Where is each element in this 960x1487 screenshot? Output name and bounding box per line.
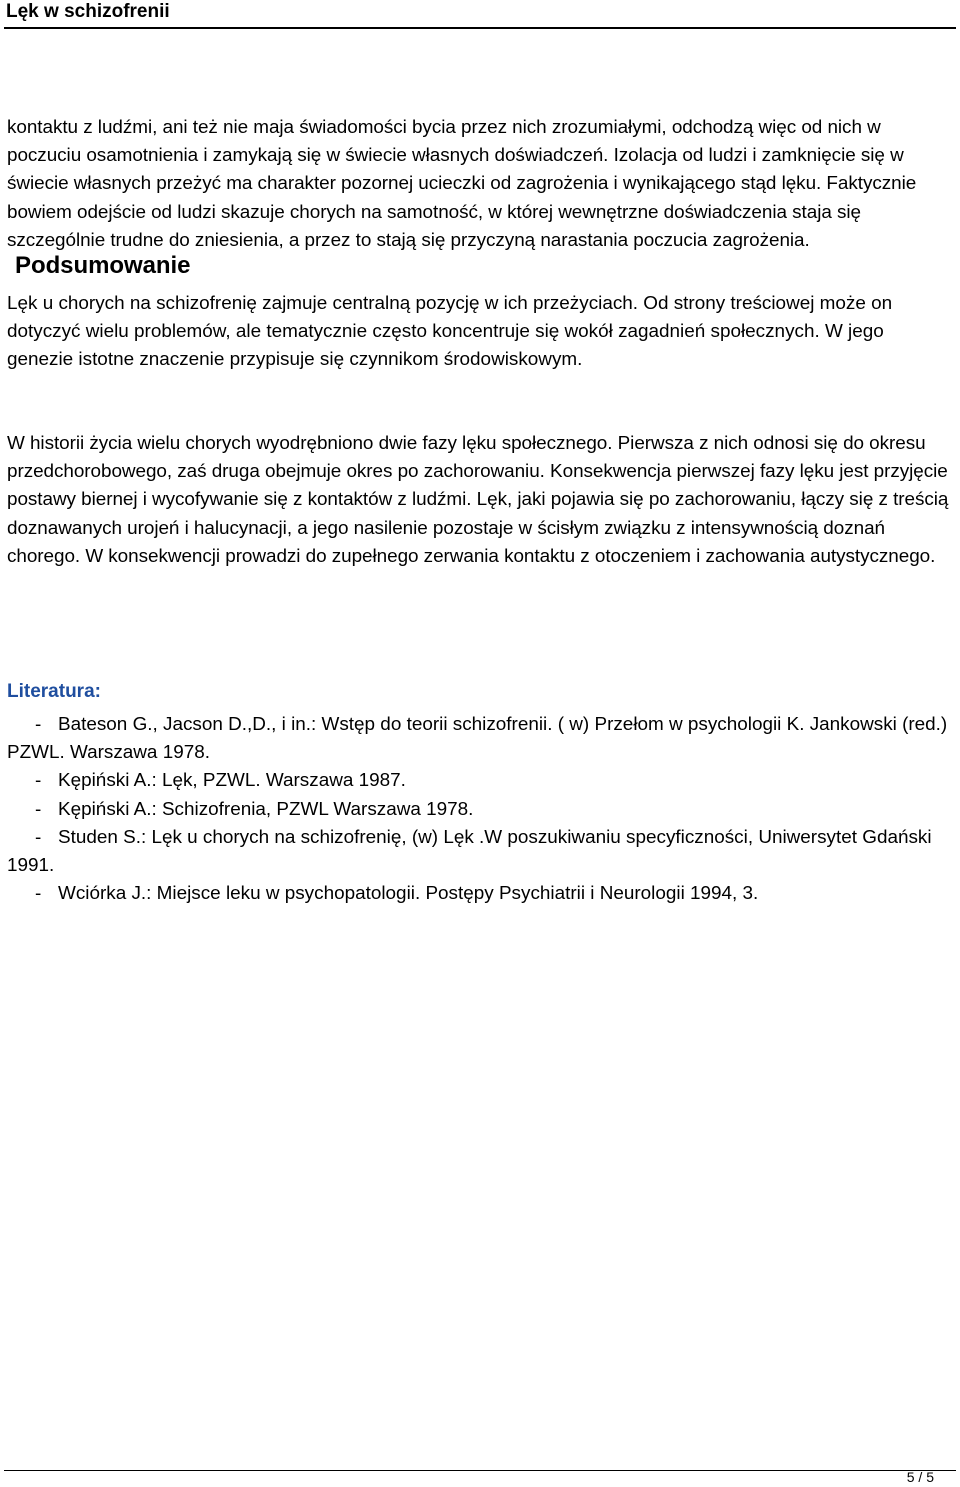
section-heading-summary: Podsumowanie <box>15 252 191 280</box>
paragraph-phases: W historii życia wielu chorych wyodrębniono dwie fazy lęku społecznego. Pierwsza z nich odnosi się do okresu przedchorobowego, zaś druga obejmuje okres po zachorowaniu. Konsekwencja pierwszej fazy lęku jest przyjęcie postawy biernej i wycofywanie się z kontaktów z ludźmi. Lęk, jaki pojawia się po zachorowaniu, łączy się z treścią doznawanych urojeń i halucynacji, a jego nasilenie pozostaje w ścisłym związku z intensywnością doznań chorego. W konsekwencji prowadzi do zupełnego zerwania kontaktu z otoczeniem i zachowania autystycznego. <box>7 433 949 567</box>
document-title: Lęk w schizofrenii <box>6 1 170 22</box>
reference-item <box>7 880 953 908</box>
list-bullet: - <box>35 826 42 848</box>
list-bullet: - <box>35 798 42 820</box>
page-header <box>0 0 960 28</box>
paragraph-summary: Lęk u chorych na schizofrenię zajmuje centralną pozycję w ich przeżyciach. Od strony treściowej może on dotyczyć wielu problemów, ale tematycznie często koncentruje się wokół zagadnień społecznych. W jego genezie istotne znaczenie przypisuje się czynnikom środowiskowym. <box>7 293 893 371</box>
header-divider <box>4 27 956 29</box>
reference-text: Kępiński A.: Lęk, PZWL. Warszawa 1987. <box>58 770 406 792</box>
reference-text: Wciórka J.: Miejsce leku w psychopatologii. Postępy Psychiatrii i Neurologii 1994, 3. <box>58 883 759 905</box>
reference-text: Kępiński A.: Schizofrenia, PZWL Warszawa 1978. <box>58 798 474 820</box>
paragraph-isolation-text: kontaktu z ludźmi, ani też nie maja świadomości bycia przez nich zrozumiałymi, odchodzą więc od nich w poczuciu osamotnienia i zamykają się w świecie własnych doświadczeń. Izolacja od ludzi i zamknięcie się w świecie własnych przeżyć ma charakter pozornej ucieczki od zagrożenia i wynikającego stąd lęku. Faktycznie bowiem odejście od ludzi skazuje chorych na samotność, w której wewnętrzne doświadczenia staja się szczególnie trudne do zniesienia, a przez to stają się przyczyną narastania poczucia zagrożenia. <box>7 117 917 251</box>
reference-list <box>7 711 953 908</box>
list-bullet: - <box>35 770 42 792</box>
footer-divider <box>4 1470 956 1471</box>
reference-item <box>7 796 953 824</box>
reference-item <box>7 767 953 795</box>
list-bullet: - <box>35 714 42 735</box>
reference-text: Studen S.: Lęk u chorych na schizofrenię, (w) Lęk .W poszukiwaniu specyficzności, Uniwersytet Gdański 1991. <box>7 826 932 877</box>
paragraph-isolation <box>7 114 953 283</box>
page-number: 5 / 5 <box>906 1469 934 1485</box>
reference-text: Bateson G., Jacson D.,D., i in.: Wstęp do teorii schizofrenii. ( w) Przełom w psychologii K. Jankowski (red.) PZWL. Warszawa 1978. <box>7 714 948 764</box>
list-bullet: - <box>35 883 42 905</box>
reference-item <box>7 711 953 767</box>
reference-item <box>7 824 953 880</box>
literature-heading: Literatura: <box>7 681 101 702</box>
